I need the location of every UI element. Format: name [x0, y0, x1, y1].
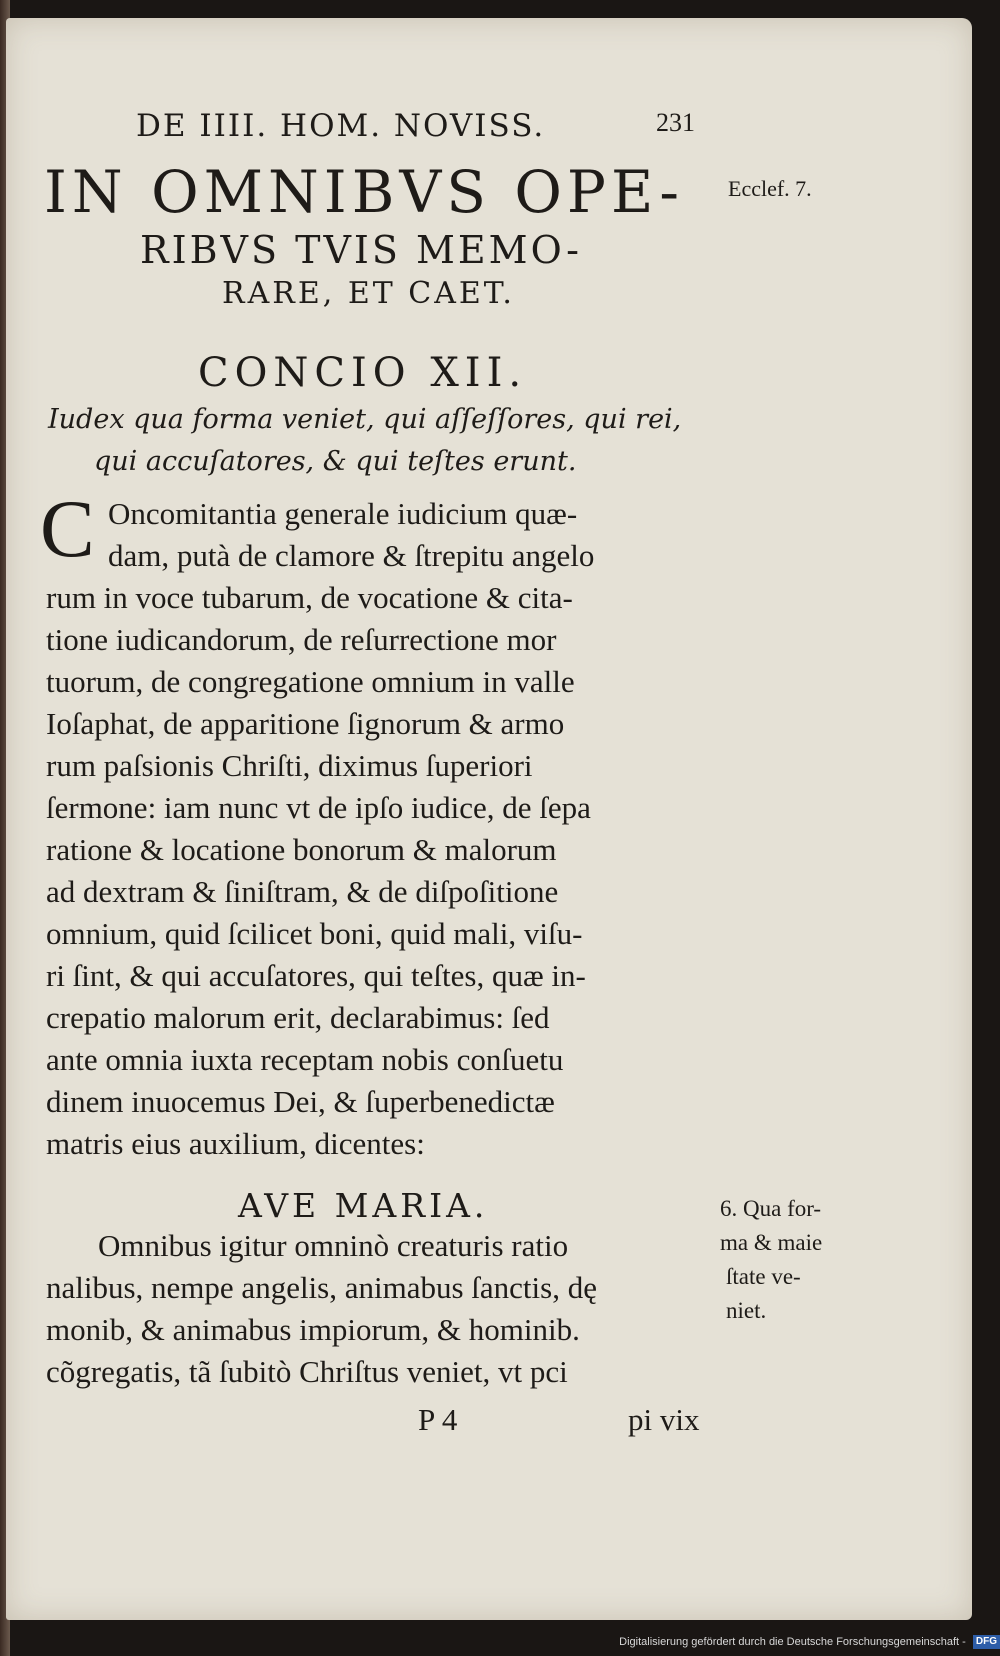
body-line: matris eius auxilium, dicentes: — [46, 1126, 425, 1161]
drop-cap: C — [40, 483, 95, 574]
body-line: dinem inuocemus Dei, & ſuperbenedictæ — [46, 1084, 555, 1119]
body-line: Ioſaphat, de apparitione ſignorum & armo — [46, 706, 565, 741]
body-line: ante omnia iuxta receptam nobis conſuetu — [46, 1042, 564, 1077]
body-line: crepatio malorum erit, declarabimus: ſed — [46, 1000, 550, 1035]
margin-reference: Ecclef. 7. — [728, 176, 812, 201]
body-line: ratione & locatione bonorum & malorum — [46, 832, 557, 867]
ave-maria-heading: AVE MARIA. — [238, 1186, 489, 1225]
body-line: Oncomitantia generale iudicium quæ- — [108, 496, 578, 531]
title-line-1: IN OMNIBVS OPE- — [44, 158, 684, 226]
body-line: tione iudicandorum, de reſurrectione mor — [46, 622, 557, 657]
catchword: pi vix — [628, 1402, 700, 1437]
summary-line-1: Iudex qua forma veniet, qui aſſeſſores, qui rei, — [48, 404, 682, 435]
body-line: monib, & animabus impiorum, & hominib. — [46, 1312, 580, 1347]
dfg-logo: DFG — [973, 1635, 1000, 1649]
summary-line-2: qui accuſatores, & qui teſtes erunt. — [94, 446, 577, 477]
body-line: rum paſsionis Chriſti, diximus ſuperiori — [46, 748, 533, 783]
marginal-note-line: niet. — [726, 1298, 767, 1323]
marginal-note-line: 6. Qua for- — [720, 1196, 822, 1221]
signature-mark: P 4 — [418, 1402, 458, 1437]
body-line: ad dextram & ſiniſtram, & de diſpoſitione — [46, 874, 559, 909]
title-line-2: RIBVS TVIS MEMO- — [140, 228, 582, 272]
digitization-credit — [600, 1632, 1000, 1652]
title-line-3: RARE, ET CAET. — [222, 276, 515, 311]
body-line: tuorum, de congregatione omnium in valle — [46, 664, 575, 699]
body-line: cõgregatis, tã ſubitò Chriſtus veniet, vt pci — [46, 1354, 568, 1389]
body-line: Omnibus igitur omninò creaturis ratio — [98, 1228, 569, 1263]
body-line: nalibus, nempe angelis, animabus ſanctis, dę — [46, 1270, 597, 1305]
marginal-note-line: ma & maie — [720, 1230, 823, 1255]
digitization-credit-text: Digitalisierung gefördert durch die Deutsche Forschungsgemeinschaft - — [619, 1636, 966, 1648]
running-header: DE IIII. HOM. NOVISS. — [136, 108, 546, 144]
body-line: rum in voce tubarum, de vocatione & cita- — [46, 580, 573, 615]
folio-number: 231 — [656, 108, 695, 137]
sermon-heading: CONCIO XII. — [198, 350, 528, 396]
body-line: ſermone: iam nunc vt de ipſo iudice, de ſepa — [46, 790, 591, 825]
body-line: ri ſint, & qui accuſatores, qui teſtes, quæ in- — [46, 958, 586, 993]
marginal-note-line: ſtate ve- — [726, 1264, 801, 1289]
body-line: dam, putà de clamore & ſtrepitu angelo — [108, 538, 595, 573]
body-line: omnium, quid ſcilicet boni, quid mali, viſu- — [46, 916, 583, 951]
